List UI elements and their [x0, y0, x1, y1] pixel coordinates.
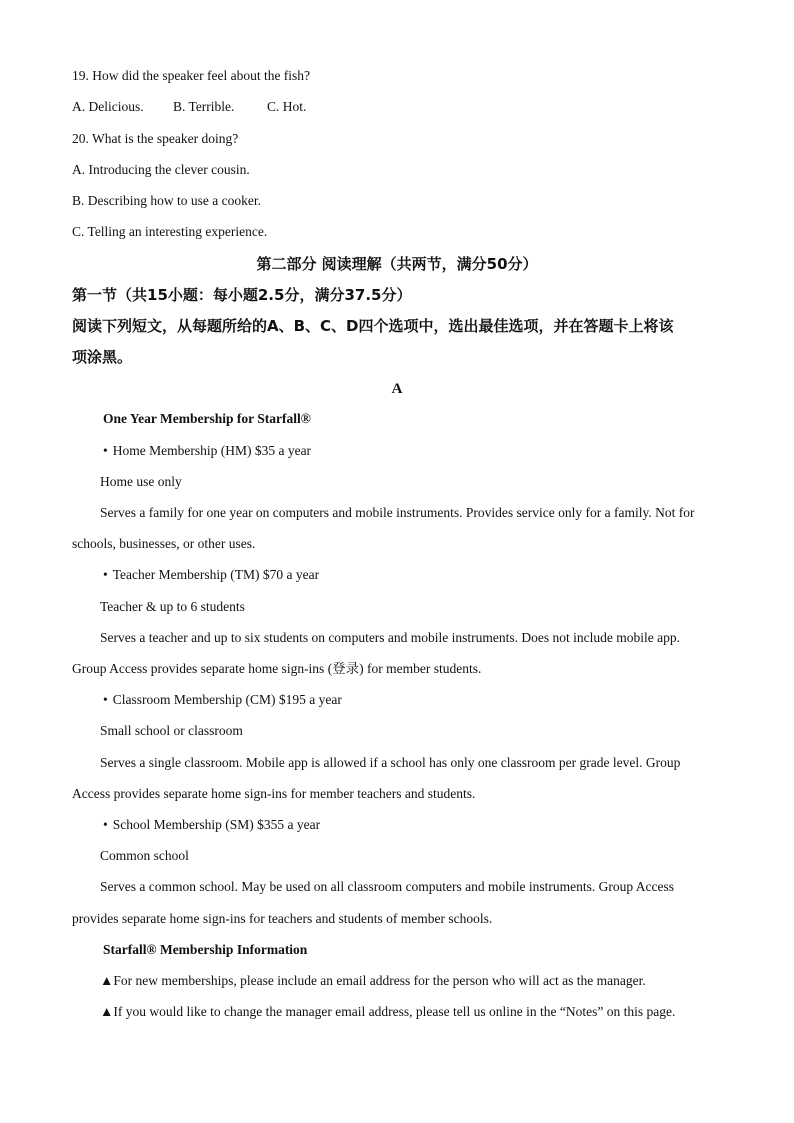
info-item-2: ▲If you would like to change the manager email address, please tell us online in the “Notes” on this page. — [100, 1004, 676, 1019]
bullet: • — [103, 443, 108, 458]
plan-classroom-desc-2: Access provides separate home sign-ins for member teachers and students. — [72, 786, 476, 801]
option-b: B. Terrible. — [173, 99, 235, 114]
plan-classroom-name: • Classroom Membership (CM) $195 a year — [103, 692, 342, 707]
bullet: • — [103, 817, 108, 832]
question-19: 19. How did the speaker feel about the fish? — [72, 68, 311, 83]
question-20-option-c: C. Telling an interesting experience. — [72, 224, 268, 239]
part-title: 第二部分 阅读理解（共两节，满分50分） — [256, 255, 538, 273]
plan-home-desc-1: Serves a family for one year on computers and mobile instruments. Provides service only for a family. Not for — [100, 505, 695, 520]
plan-teacher-name: • Teacher Membership (TM) $70 a year — [103, 567, 320, 582]
plan-home-desc-2: schools, businesses, or other uses. — [72, 536, 256, 551]
plan-school-desc-2: provides separate home sign-ins for teachers and students of member schools. — [72, 911, 493, 926]
question-20-option-b: B. Describing how to use a cooker. — [72, 193, 261, 208]
instruction-line-1: 阅读下列短文，从每题所给的A、B、C、D四个选项中，选出最佳选项，并在答题卡上将该 — [72, 317, 674, 335]
plan-home-subtitle: Home use only — [100, 474, 182, 489]
option-c: C. Hot. — [267, 99, 307, 114]
question-19-options — [72, 98, 306, 116]
instruction-line-2: 项涂黑。 — [72, 348, 133, 366]
plan-school-desc-1: Serves a common school. May be used on all classroom computers and mobile instruments. Group Access — [100, 879, 675, 894]
question-20-option-a: A. Introducing the clever cousin. — [72, 162, 250, 177]
info-heading: Starfall® Membership Information — [103, 942, 308, 957]
plan-classroom-desc-1: Serves a single classroom. Mobile app is allowed if a school has only one classroom per grade level. Group — [100, 755, 681, 770]
section-title: 第一节（共15小题：每小题2.5分，满分37.5分） — [72, 286, 412, 304]
plan-classroom-subtitle: Small school or classroom — [100, 723, 243, 738]
info-item-1: ▲For new memberships, please include an email address for the person who will act as the manager. — [100, 973, 646, 988]
plan-school-subtitle: Common school — [100, 848, 189, 863]
plan-home-name: • Home Membership (HM) $35 a year — [103, 443, 312, 458]
plan-school-name: • School Membership (SM) $355 a year — [103, 817, 321, 832]
plan-teacher-desc-2: Group Access provides separate home sign-ins (登录) for member students. — [72, 661, 482, 676]
bullet: • — [103, 692, 108, 707]
question-20: 20. What is the speaker doing? — [72, 131, 239, 146]
passage-heading: One Year Membership for Starfall® — [103, 411, 311, 426]
plan-teacher-desc-1: Serves a teacher and up to six students on computers and mobile instruments. Does not include mobile app. — [100, 630, 681, 645]
option-a: A. Delicious. — [72, 99, 144, 114]
plan-teacher-subtitle: Teacher & up to 6 students — [100, 599, 245, 614]
passage-label: A — [391, 381, 403, 397]
bullet: • — [103, 567, 108, 582]
